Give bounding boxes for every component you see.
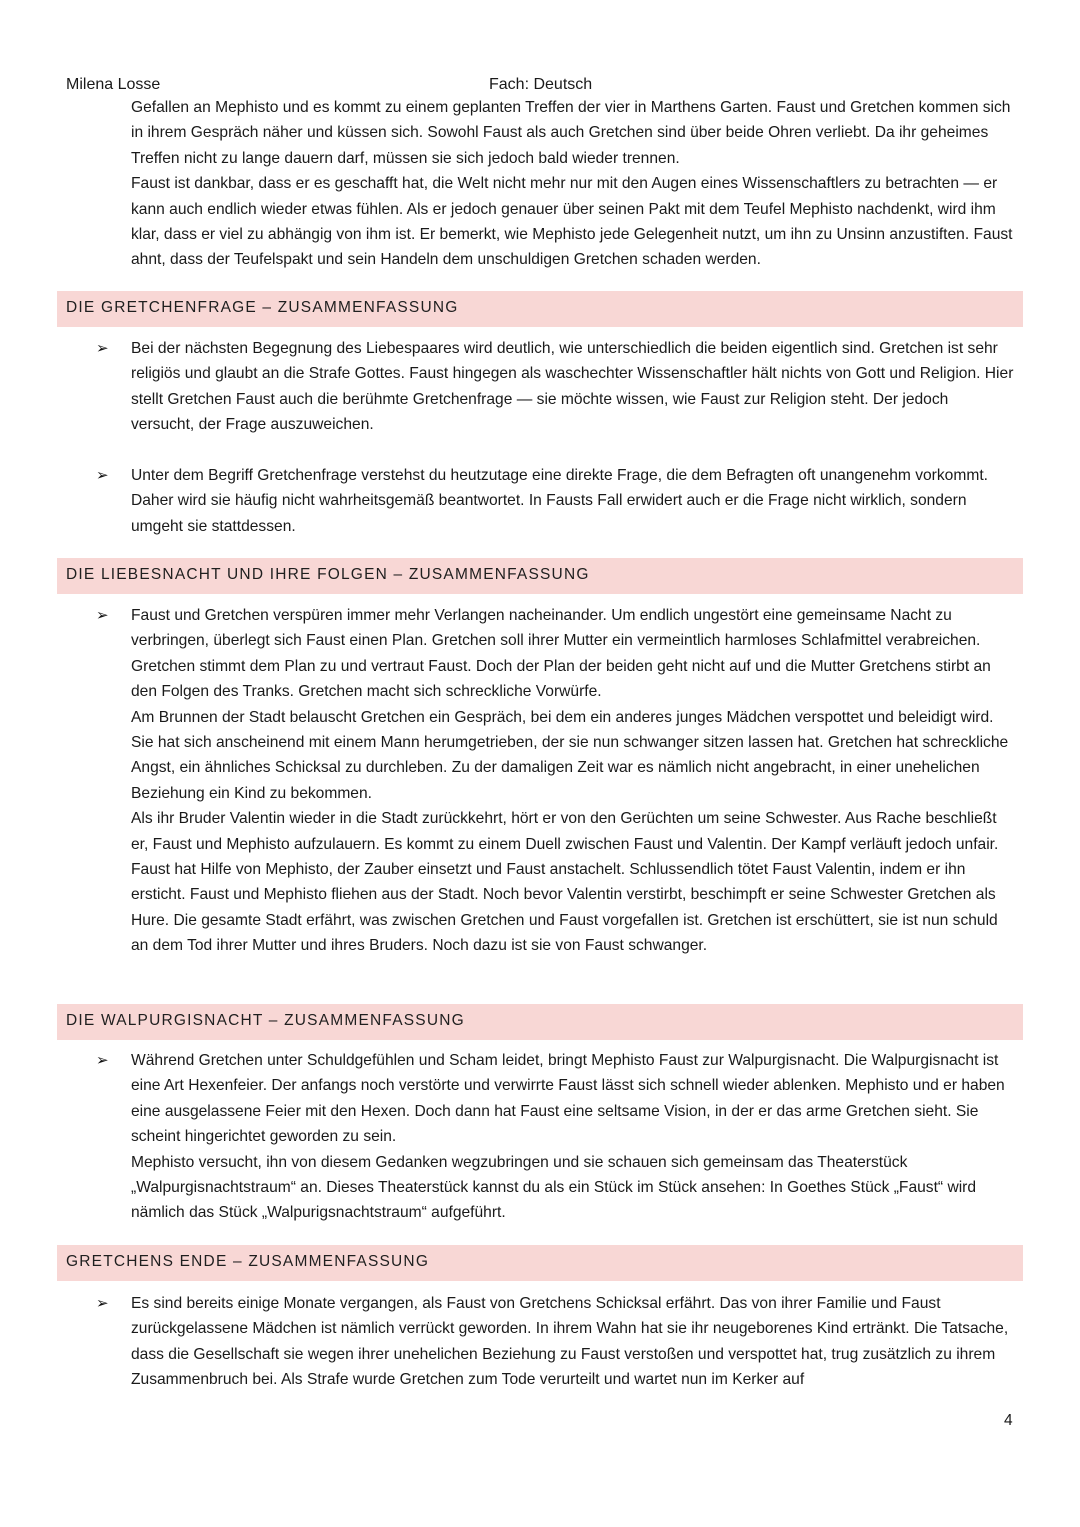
paragraph: Gefallen an Mephisto und es kommt zu einem geplanten Treffen der vier in Marthens Garten. Faust und Gretchen kommen sich in ihrem Gespräch näher und küssen sich. Sowohl Faust als auch Gretchen sind über beide Ohren verliebt. Da ihr geheimes Treffen nicht zu lange dauern darf, müssen sie sich jedoch bald wieder trennen. <box>131 99 1011 167</box>
paragraph: Als ihr Bruder Valentin wieder in die Stadt zurückkehrt, hört er von den Gerüchten um seine Schwester. Aus Rache beschließt er, Faust und Mephisto aufzulauern. Es kommt zu einem Duell zwischen Faust und Valentin. Der Kampf verläuft jedoch unfair. Faust hat Hilfe von Mephisto, der Zauber einsetzt und Faust anstachelt. Schlussendlich tötet Faust Valentin, indem er ihn ersticht. Faust und Mephisto fliehen aus der Stadt. Noch bevor Valentin verstirbt, beschimpft er seine Schwester Gretchen als Hure. Die gesamte Stadt erfährt, was zwischen Gretchen und Faust vorgefallen ist. Gretchen ist erschüttert, sie ist nun schuld an dem Tod ihrer Mutter und ihres Bruders. Noch dazu ist sie von Faust schwanger. <box>131 810 999 955</box>
section-heading-gretchenfrage <box>57 291 1023 327</box>
section-heading-liebesnacht <box>57 558 1023 594</box>
paragraph: Mephisto versucht, ihn von diesem Gedanken wegzubringen und sie schauen sich gemeinsam das Theaterstück „Walpurgisnachtstraum“ an. Dieses Theaterstück kannst du als ein Stück im Stück ansehen: In Goethes Stück „Faust“ wird nämlich das Stück „Walpurigsnachtstraum“ aufgeführt. <box>131 1153 977 1222</box>
paragraph: Während Gretchen unter Schuldgefühlen und Scham leidet, bringt Mephisto Faust zur Walpurgisnacht. Die Walpurgisnacht ist eine Art Hexenfeier. Der anfangs noch verstörte und verwirrte Faust lässt sich schnell wieder ablenken. Mephisto und er haben eine ausgelassene Feier mit den Hexen. Doch dann hat Faust eine seltsame Vision, in der er das arme Gretchen sieht. Sie scheint hingerichtet geworden zu sein. <box>131 1052 1005 1146</box>
bullet-text <box>131 603 1015 959</box>
page-number: 4 <box>1004 1412 1013 1429</box>
section-heading-gretchens-ende <box>57 1245 1023 1281</box>
arrow-bullet-icon: ➢ <box>96 1295 109 1312</box>
section-heading-text: DIE GRETCHENFRAGE – ZUSAMMENFASSUNG <box>66 299 459 316</box>
section-heading-text: GRETCHENS ENDE – ZUSAMMENFASSUNG <box>66 1253 430 1270</box>
paragraph: Unter dem Begriff Gretchenfrage verstehst du heutzutage eine direkte Frage, die dem Befragten oft unangenehm vorkommt. Daher wird sie häufig nicht wahrheitsgemäß beantwortet. In Fausts Fall erwidert auch er die Frage nicht wirklich, sondern umgeht sie stattdessen. <box>131 467 988 535</box>
section-heading-text: DIE LIEBESNACHT UND IHRE FOLGEN – ZUSAMMENFASSUNG <box>66 566 590 583</box>
paragraph: Es sind bereits einige Monate vergangen, als Faust von Gretchens Schicksal erfährt. Das von ihrer Familie und Faust zurückgelassene Mädchen ist nämlich verrückt geworden. In ihrem Wahn hat sie ihr neugeborenes Kind ertränkt. Die Tatsache, dass die Gesellschaft sie wegen ihrer unehelichen Beziehung zu Faust verstoßen und verspottet hat, trug zusätzlich zu ihrem Zusammenbruch bei. Als Strafe wurde Gretchen zum Tode verurteilt und wartet nun im Kerker auf <box>131 1295 1009 1389</box>
subject-label: Fach: Deutsch <box>489 76 593 93</box>
bullet-text <box>131 1048 1015 1226</box>
bullet-text <box>131 463 1015 539</box>
paragraph: Faust ist dankbar, dass er es geschafft hat, die Welt nicht mehr nur mit den Augen eines Wissenschaftlers zu betrachten — er kann auch endlich wieder etwas fühlen. Als er jedoch genauer über seinen Pakt mit dem Teufel Mephisto nachdenkt, wird ihm klar, dass er viel zu abhängig von ihm ist. Er bemerkt, wie Mephisto jede Gelegenheit nutzt, um ihn zu Unsinn anzustiften. Faust ahnt, dass der Teufelspakt und sein Handeln dem unschuldigen Gretchen schaden werden. <box>131 175 1013 269</box>
paragraph: Am Brunnen der Stadt belauscht Gretchen ein Gespräch, bei dem ein anderes junges Mädchen verspottet und beleidigt wird. Sie hat sich anscheinend mit einem Mann herumgetrieben, der sie nun schwanger sitzen lassen hat. Gretchen hat schreckliche Angst, ein ähnliches Schicksal zu durchleben. Zu der damaligen Zeit war es nämlich nicht angebracht, in einer unehelichen Beziehung ein Kind zu bekommen. <box>131 708 1009 802</box>
arrow-bullet-icon: ➢ <box>96 467 109 484</box>
section-heading-walpurgisnacht <box>57 1004 1023 1040</box>
intro-text <box>131 95 1015 273</box>
arrow-bullet-icon: ➢ <box>96 1052 109 1069</box>
paragraph: Faust und Gretchen verspüren immer mehr Verlangen nacheinander. Um endlich ungestört eine gemeinsame Nacht zu verbringen, überlegt sich Faust einen Plan. Gretchen soll ihrer Mutter ein vermeintlich harmloses Schlafmittel verabreichen. Gretchen stimmt dem Plan zu und vertraut Faust. Doch der Plan der beiden geht nicht auf und die Mutter Gretchens stirbt an den Folgen des Tranks. Gretchen macht sich schreckliche Vorwürfe. <box>131 607 991 701</box>
section-heading-text: DIE WALPURGISNACHT – ZUSAMMENFASSUNG <box>66 1012 465 1029</box>
arrow-bullet-icon: ➢ <box>96 340 109 357</box>
bullet-text <box>131 336 1015 438</box>
author-name: Milena Losse <box>66 76 161 93</box>
paragraph: Bei der nächsten Begegnung des Liebespaares wird deutlich, wie unterschiedlich die beiden eigentlich sind. Gretchen ist sehr religiös und glaubt an die Strafe Gottes. Faust hingegen als waschechter Wissenschaftler hält nichts von Gott und Religion. Hier stellt Gretchen Faust auch die berühmte Gretchenfrage — sie möchte wissen, wie Faust zur Religion steht. Der jedoch versucht, der Frage auszuweichen. <box>131 340 1014 434</box>
arrow-bullet-icon: ➢ <box>96 607 109 624</box>
bullet-text <box>131 1291 1015 1393</box>
